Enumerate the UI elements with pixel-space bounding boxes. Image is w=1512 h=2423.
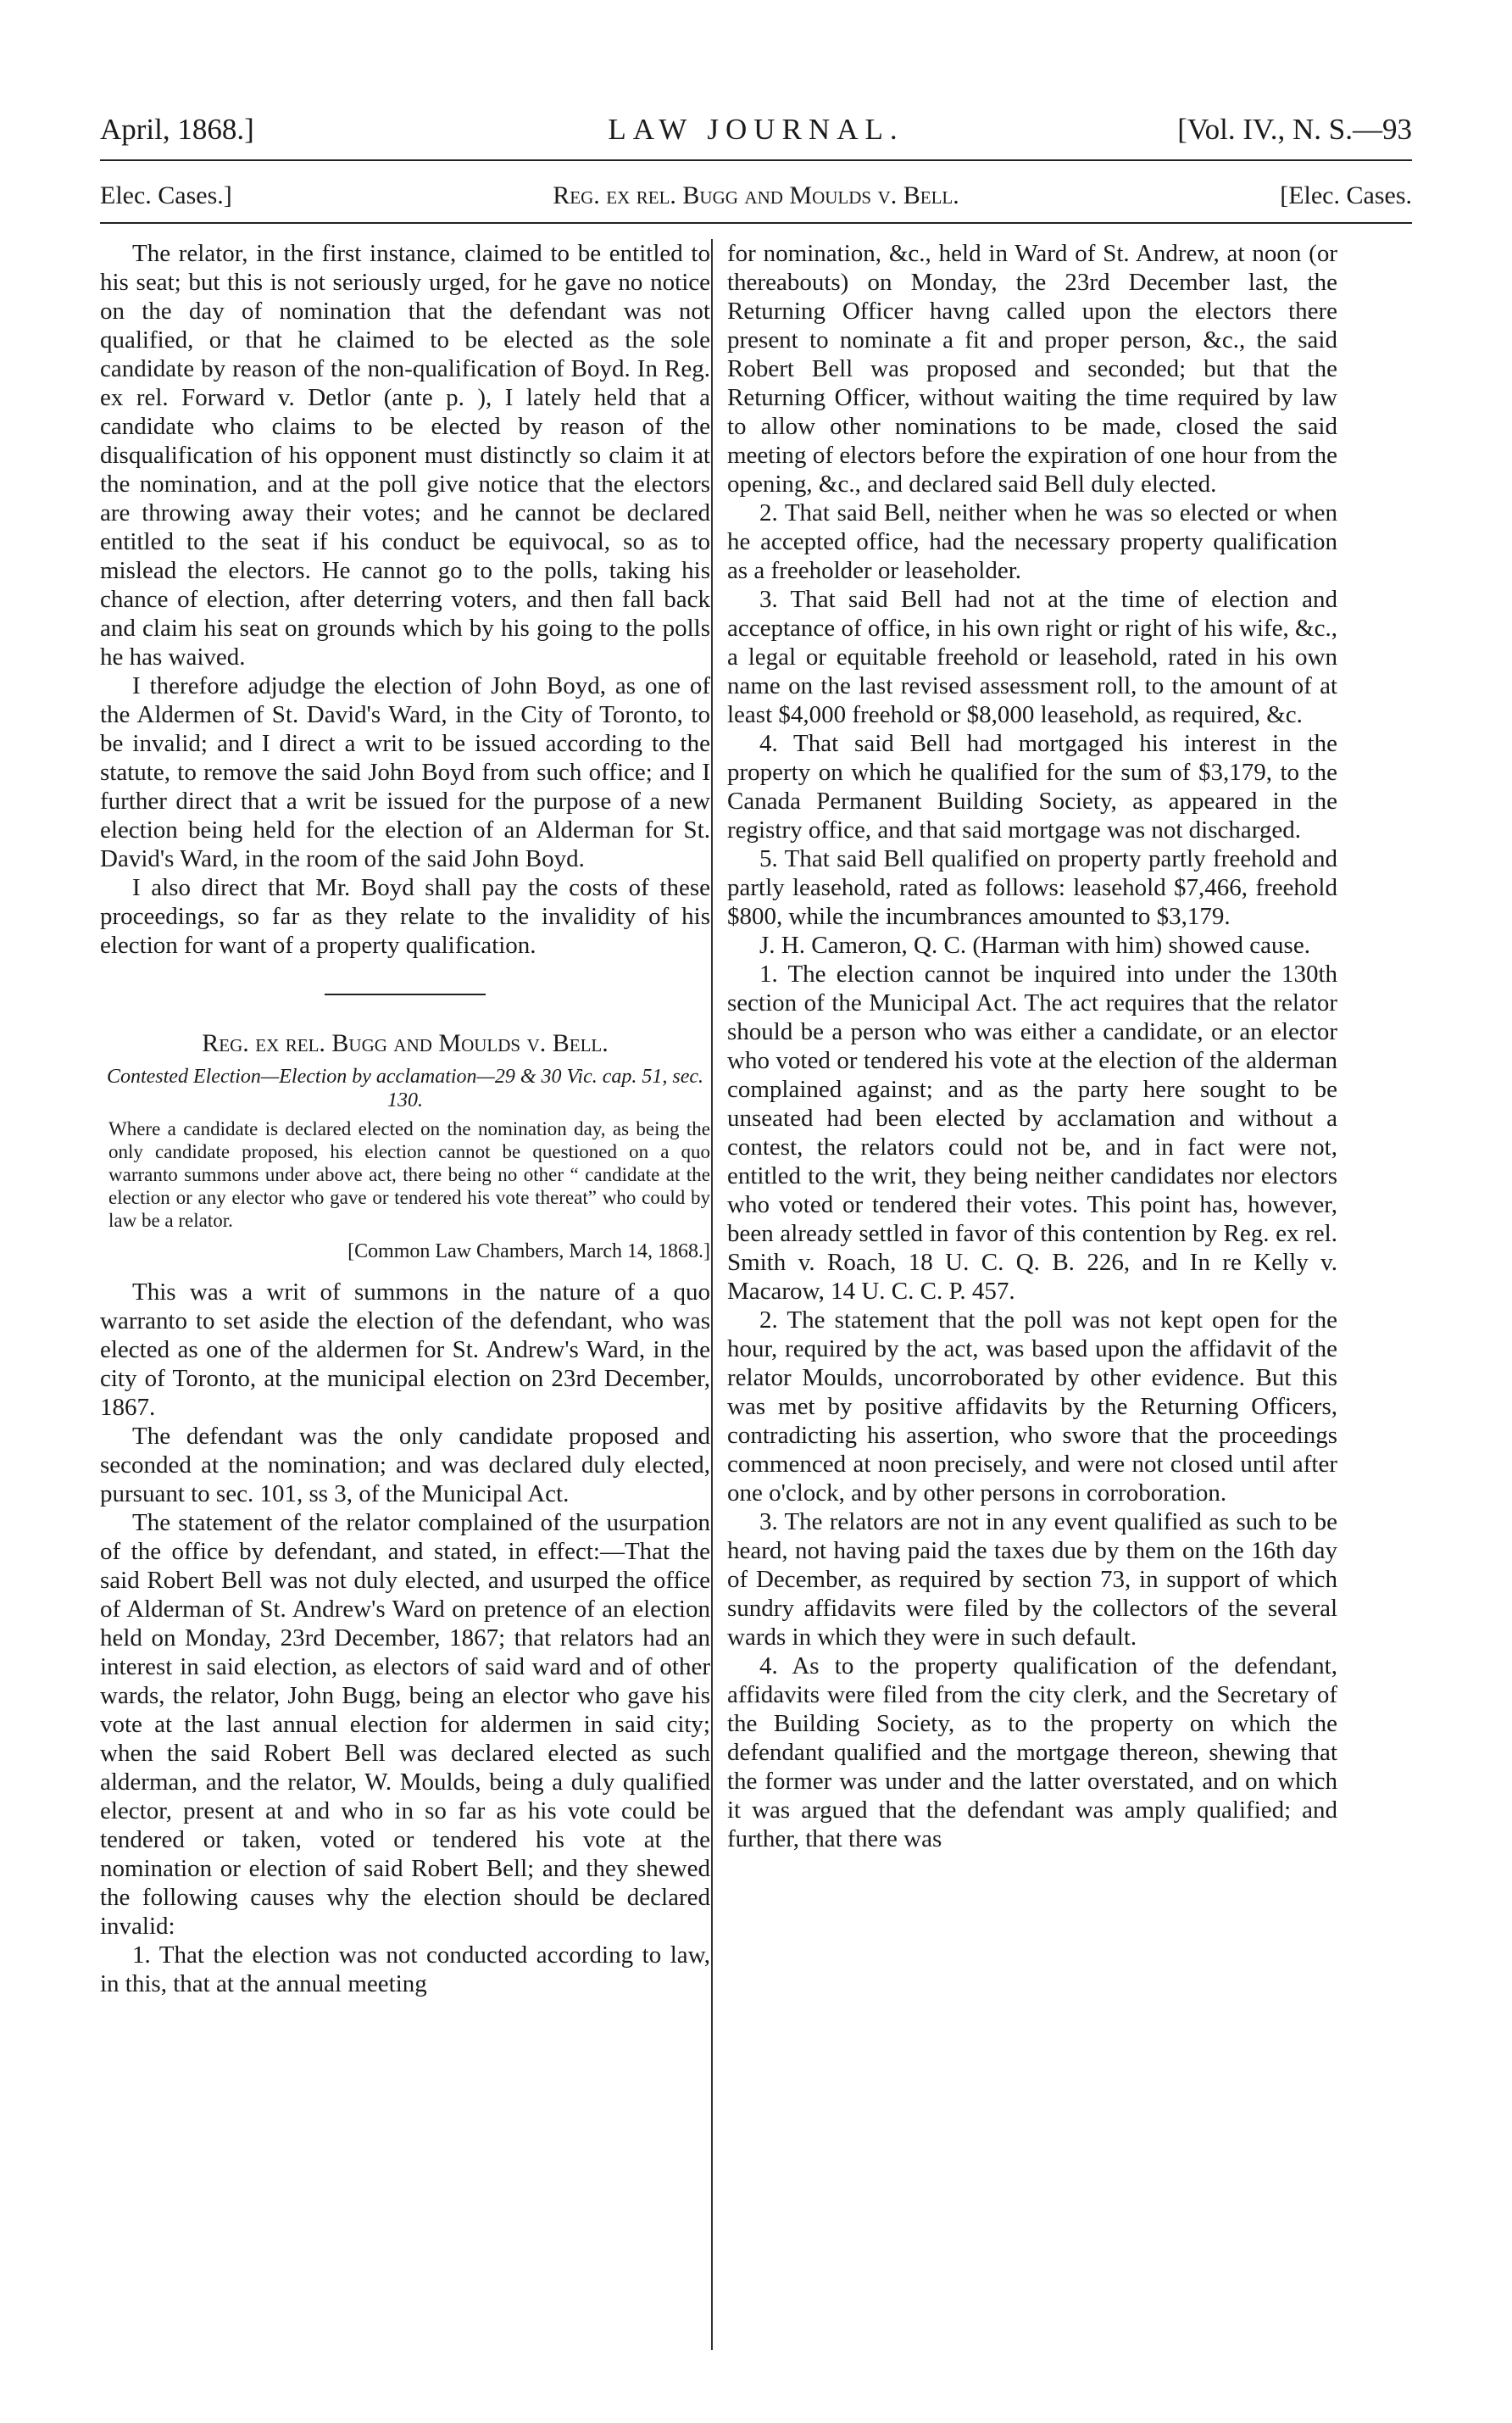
subheader-case-name: Reg. ex rel. Bugg and Moulds v. Bell. bbox=[553, 181, 959, 209]
header-journal-title: LAW JOURNAL. bbox=[608, 113, 904, 146]
case-subtitle: Contested Election—Election by acclamation—29 & 30 Vic. cap. 51, sec. 130. bbox=[106, 1066, 704, 1111]
headnote: Where a candidate is declared elected on the nomination day, as being the only candidate proposed, his election cannot be questioned on a quo warranto summons under above act, there being no other “ candidate at the election or any elector who gave or tendered his vote thereat” who could by law be a relator. bbox=[108, 1118, 710, 1231]
paragraph: 4. As to the property qualification of the defendant, affidavits were filed from the city clerk, and the Secretary of the Building Society, as to the property on which the defendant qualified and the mortgage thereon, shewing that the former was under and the latter overstated, and on which it was argued that the defendant was amply qualified; and further, that there was bbox=[727, 1652, 1337, 1852]
paragraph: I therefore adjudge the election of John Boyd, as one of the Aldermen of St. David's Ward, in the City of Toronto, to be invalid; and I direct a writ to be issued according to the statute, to remove the said John Boyd from such office; and I further direct that a writ be issued for the purpose of a new election being held for the election of an Alderman for St. David's Ward, in the room of the said John Boyd. bbox=[100, 672, 710, 872]
paragraph: J. H. Cameron, Q. C. (Harman with him) showed cause. bbox=[759, 932, 1310, 959]
paragraph: I also direct that Mr. Boyd shall pay the costs of these proceedings, so far as they relate to the invalidity of his election for want of a property qualification. bbox=[100, 874, 710, 959]
running-header bbox=[100, 110, 1412, 149]
case-title: Reg. ex rel. Bugg and Moulds v. Bell. bbox=[202, 1029, 609, 1057]
header-volume: [Vol. IV., N. S.—93 bbox=[1177, 113, 1412, 146]
right-column bbox=[727, 239, 1337, 1853]
paragraph: 2. That said Bell, neither when he was so elected or when he accepted office, had the necessary property qualification as a freeholder or leaseholder. bbox=[727, 499, 1337, 584]
header-rule bbox=[100, 159, 1412, 161]
paragraph: 2. The statement that the poll was not kept open for the hour, required by the act, was based upon the affidavit of the relator Moulds, uncorroborated by other evidence. But this was met by positive affidavits by the Returning Officers, contradicting his assertion, who swore that the proceedings commenced at noon precisely, and were not closed until after one o'clock, and by other persons in corroboration. bbox=[727, 1306, 1337, 1507]
subheader-section-right: [Elec. Cases. bbox=[1280, 181, 1412, 209]
paragraph: The statement of the relator complained of the usurpation of the office by defendant, and stated, in effect:—That the said Robert Bell was not duly elected, and usurped the office of Alderman of St. Andrew's Ward on pretence of an election held on Monday, 23rd December, 1867; that relators had an interest in said election, as electors of said ward and of other wards, the relator, John Bugg, being an elector who gave his vote at the last annual election for aldermen in said city; when the said Robert Bell was declared elected as such alderman, and the relator, W. Moulds, being a duly qualified elector, present at and who in so far as his vote could be tendered or taken, voted or tendered his vote at the nomination or election of said Robert Bell; and they shewed the following causes why the election should be declared invalid: bbox=[100, 1509, 710, 1940]
paragraph: This was a writ of summons in the nature of a quo warranto to set aside the election of the defendant, who was elected as one of the aldermen for St. Andrew's Ward, in the city of Toronto, at the municipal election on 23rd December, 1867. bbox=[100, 1278, 710, 1421]
paragraph: The defendant was the only candidate proposed and seconded at the nomination; and was declared duly elected, pursuant to sec. 101, ss 3, of the Municipal Act. bbox=[100, 1423, 710, 1507]
subheader-section-left: Elec. Cases.] bbox=[100, 181, 232, 209]
paragraph: 5. That said Bell qualified on property partly freehold and partly leasehold, rated as follows: leasehold $7,466, freehold $800, while the incumbrances amounted to $3,179. bbox=[727, 845, 1337, 930]
column-divider bbox=[711, 239, 713, 2350]
case-header bbox=[100, 178, 1412, 214]
subheader-rule bbox=[100, 222, 1412, 224]
left-column bbox=[100, 239, 710, 1998]
paragraph: 1. The election cannot be inquired into under the 130th section of the Municipal Act. The act requires that the relator should be a person who was either a candidate, or an elector who voted or tendered his vote at the election of the alderman complained against; and as the party here sought to be unseated had been elected by acclamation and without a contest, the relators could not be, and in fact were not, entitled to the writ, they being neither candidates nor electors who voted or tendered their votes. This point has, however, been already settled in favor of this contention by Reg. ex rel. Smith v. Roach, 18 U. C. Q. B. 226, and In re Kelly v. Macarow, 14 U. C. C. P. 457. bbox=[727, 961, 1337, 1305]
header-date: April, 1868.] bbox=[100, 113, 254, 146]
paragraph: The relator, in the first instance, claimed to be entitled to his seat; but this is not seriously urged, for he gave no notice on the day of nomination that the defendant was not qualified, or that he claimed to be elected as the sole candidate by reason of the non-qualification of Boyd. In Reg. ex rel. Forward v. Detlor (ante p. ), I lately held that a candidate who claims to be elected by reason of the disqualification of his opponent must distinctly so claim it at the nomination, and at the poll give notice that the electors are throwing away their votes; and he cannot be declared entitled to the seat if his conduct be equivocal, so as to mislead the electors. He cannot go to the polls, taking his chance of election, after deterring voters, and then fall back and claim his seat on grounds which by his going to the polls he has waived. bbox=[100, 240, 710, 671]
paragraph: 4. That said Bell had mortgaged his interest in the property on which he qualified for the sum of $3,179, to the Canada Permanent Building Society, as appeared in the registry office, and that said mortgage was not discharged. bbox=[727, 730, 1337, 844]
paragraph: 3. The relators are not in any event qualified as such to be heard, not having paid the taxes due by them on the 16th day of December, as required by section 73, in support of which sundry affidavits were filed by the collectors of the several wards in which they were in such default. bbox=[727, 1508, 1337, 1651]
paragraph: 3. That said Bell had not at the time of election and acceptance of office, in his own right or right of his wife, &c., a legal or equitable freehold or leasehold, rated in his own name on the last revised assessment roll, to the amount of at least $4,000 freehold or $8,000 leasehold, as required, &c. bbox=[727, 586, 1337, 728]
section-divider bbox=[325, 994, 486, 995]
paragraph: for nomination, &c., held in Ward of St. Andrew, at noon (or thereabouts) on Monday, the 23rd December last, the Returning Officer havng called upon the electors there present to nominate a fit and proper person, &c., the said Robert Bell was proposed and seconded; but that the Returning Officer, without waiting the time required by law to allow other nominations to be made, closed the said meeting of electors before the expiration of one hour from the opening, &c., and declared said Bell duly elected. bbox=[727, 240, 1337, 498]
court-line: [Common Law Chambers, March 14, 1868.] bbox=[347, 1240, 710, 1262]
paragraph: 1. That the election was not conducted according to law, in this, that at the annual meeting bbox=[100, 1941, 710, 1997]
